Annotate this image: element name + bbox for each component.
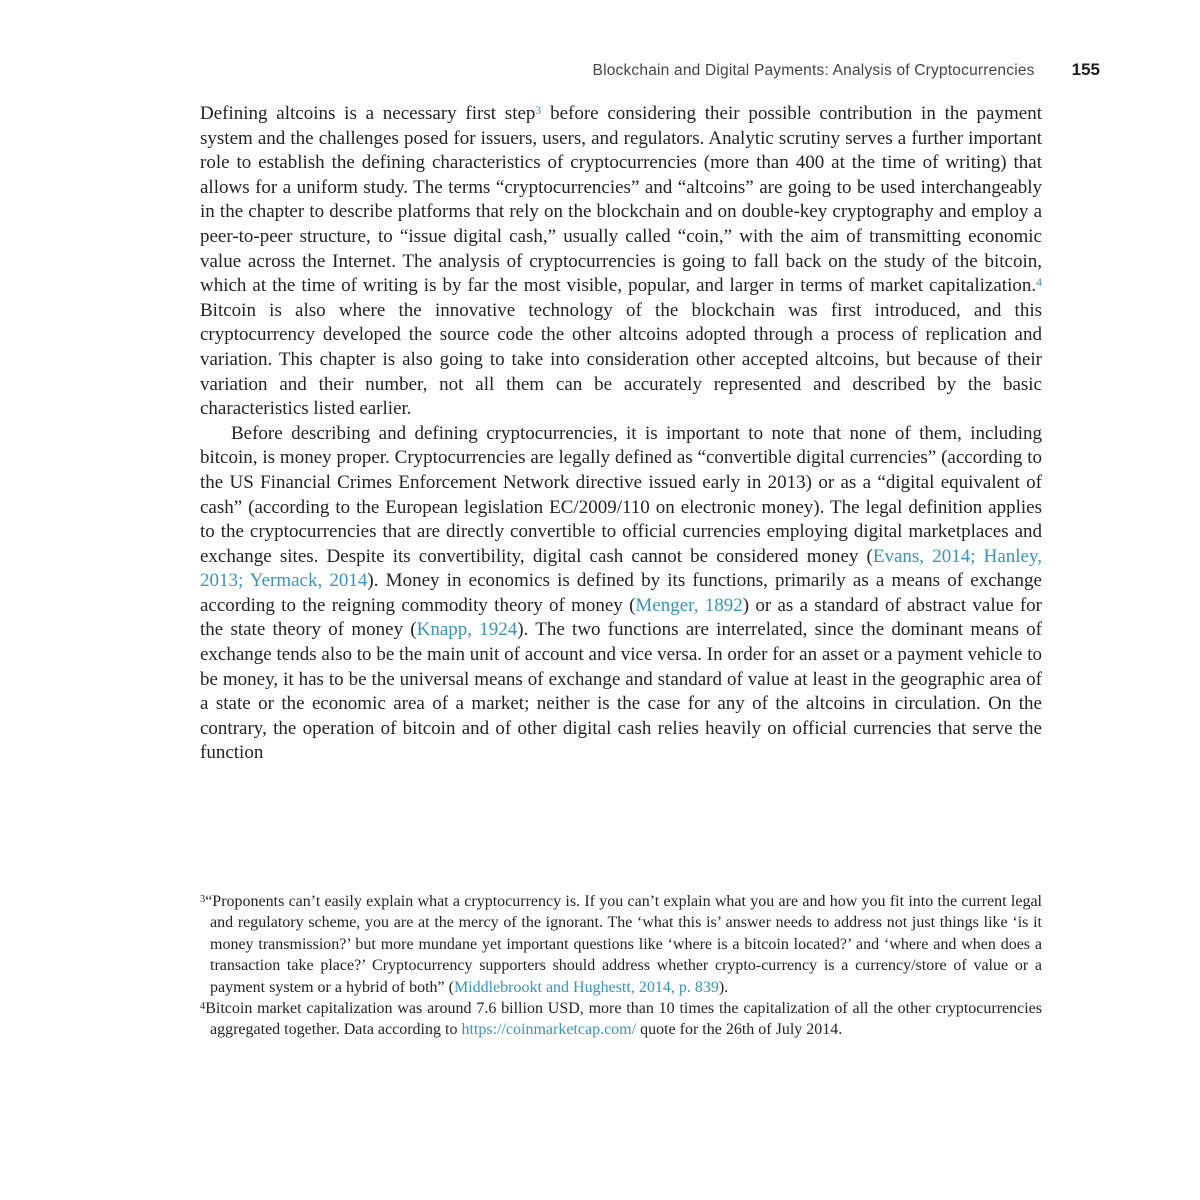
footnote-ref-link[interactable]: 3	[535, 103, 542, 117]
text-run: Before describing and defining cryptocurrencies, it is important to note that none of them, including bitcoin, is money proper. Cryptocurrencies are legally defined as “convertible digital currencies” (according to the US Financial Crimes Enforcement Network directive issued early in 2013) or as a “digital equivalent of cash” (according to the European legislation EC/2009/110 on electronic money). The legal definition applies to the cryptocurrencies that are directly convertible to official currencies employing digital marketplaces and exchange sites. Despite its convertibility, digital cash cannot be considered money (	[200, 422, 1042, 567]
text-run: ). Money in economics is defined by its functions, primarily as a means of exchange according to the reigning commodity theory of money (	[200, 570, 1042, 616]
running-header	[200, 60, 1100, 80]
text-run: Bitcoin market capitalization was around 7.6 billion USD, more than 10 times the capitalization of all the other cryptocurrencies aggregated together. Data according to	[205, 1000, 1042, 1039]
running-header-title: Blockchain and Digital Payments: Analysis of Cryptocurrencies	[592, 62, 1035, 79]
citation-link[interactable]: Evans, 2014; Hanley, 2013; Yermack, 2014	[200, 545, 1042, 592]
body-paragraph-1	[200, 102, 1042, 422]
text-run: ) or as a standard of abstract value for the state theory of money (	[200, 594, 1042, 641]
text-run: ). The two functions are interrelated, since the dominant means of exchange tends also to be the main unit of account and vice versa. In order for an asset or a payment vehicle to be money, it has to be the universal means of exchange and standard of value at least in the geographic area of a state or the economic area of a market; neither is the case for any of the altcoins in circulation. On the contrary, the operation of bitcoin and of other digital cash relies heavily on official currencies that serve the function	[200, 619, 1043, 764]
footnote-4	[200, 998, 1042, 1041]
footnotes	[200, 891, 1042, 1041]
text-run: “Proponents can’t easily explain what a cryptocurrency is. If you can’t explain what you are and how you fit into the current legal and regulatory scheme, you are at the mercy of the ignorant. The ‘what this is’ answer needs to address not just things like ‘is it money transmission?’ but more mundane yet important questions like ‘where is a bitcoin located?’ and ‘where and when does a transaction take place?’ Cryptocurrency supporters should address whether crypto-currency is a currency/store of value or a payment system or a hybrid of both” (	[205, 893, 1042, 996]
body-paragraph-2	[200, 422, 1042, 766]
body-text	[200, 102, 1042, 766]
footnote-marker: 4	[200, 1000, 206, 1012]
text-run: Bitcoin is also where the innovative technology of the blockchain was first introduced, and this cryptocurrency developed the source code the other altcoins adopted through a process of replication and variation. This chapter is also going to take into consideration other accepted altcoins, but because of their variation and their number, not all them can be accurately represented and described by the basic characteristics listed earlier.	[200, 299, 1042, 420]
text-run: ).	[718, 978, 729, 996]
footnote-3	[200, 891, 1042, 998]
external-url-link[interactable]: https://coinmarketcap.com/	[461, 1021, 637, 1039]
citation-link[interactable]: Menger, 1892	[635, 594, 743, 616]
text-run: quote for the 26th of July 2014.	[636, 1021, 843, 1039]
citation-link[interactable]: Middlebrookt and Hughestt, 2014, p. 839	[453, 978, 719, 996]
text-run: before considering their possible contribution in the payment system and the challenges posed for issuers, users, and regulators. Analytic scrutiny serves a further important role to establish the defining characteristics of cryptocurrencies (more than 400 at the time of writing) that allows for a uniform study. The terms “cryptocurrencies” and “altcoins” are going to be used interchangeably in the chapter to describe platforms that rely on the blockchain and on double-key cryptography and employ a peer-to-peer structure, to “issue digital cash,” usually called “coin,” with the aim of transmitting economic value across the Internet. The analysis of cryptocurrencies is going to fall back on the study of the bitcoin, which at the time of writing is by far the most visible, popular, and larger in terms of market capitalization.	[200, 103, 1042, 297]
footnote-marker: 3	[200, 893, 206, 905]
page-number: 155	[1071, 60, 1100, 79]
footnote-ref-link[interactable]: 4	[1036, 275, 1042, 289]
citation-link[interactable]: Knapp, 1924	[416, 619, 518, 641]
text-run: Defining altcoins is a necessary first step	[200, 103, 536, 124]
